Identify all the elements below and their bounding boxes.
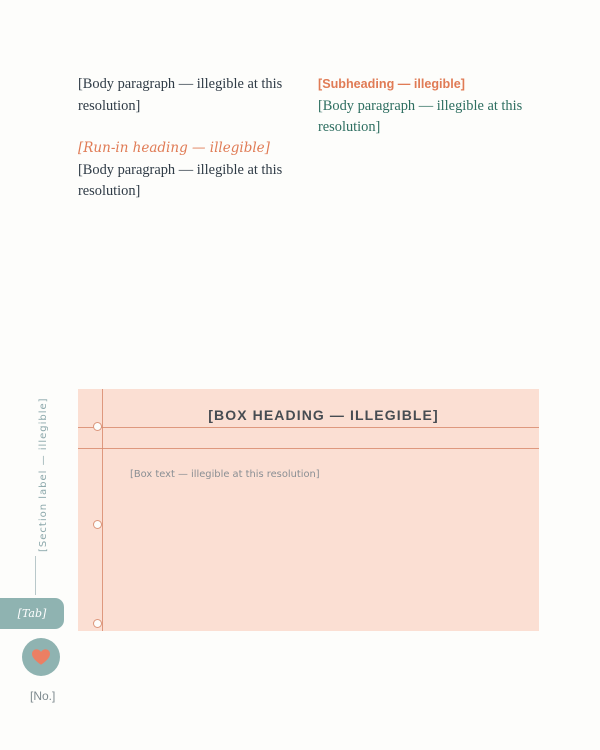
- box-title: [BOX HEADING — ILLEGIBLE]: [208, 407, 439, 423]
- notebook-margin-line: [102, 389, 103, 631]
- section-tab[interactable]: [Tab]: [0, 598, 64, 629]
- notebook-box: [78, 389, 539, 631]
- notebook-hole-icon: [93, 422, 102, 431]
- page-number: [No.]: [30, 689, 56, 703]
- left-column: [78, 74, 304, 203]
- sidebar-divider: [35, 556, 36, 595]
- notebook-hole-icon: [93, 619, 102, 628]
- left-paragraph-1: [Body paragraph — illegible at this resolution]: [78, 76, 283, 114]
- left-paragraph-2: [78, 138, 304, 203]
- notebook-rule-line: [78, 427, 539, 428]
- right-paragraph: [Body paragraph — illegible at this resolution]: [318, 97, 523, 136]
- left-paragraph-2-text: [Body paragraph — illegible at this resolution]: [78, 161, 283, 200]
- heart-badge: [22, 638, 60, 676]
- box-body: [Box text — illegible at this resolution]: [130, 469, 320, 480]
- notebook-rule-line: [78, 448, 539, 449]
- pancakes-heading: [Subheading — illegible]: [318, 77, 465, 91]
- creative-process-lead-in: [Run-in heading — illegible]: [78, 140, 270, 157]
- right-column: [318, 74, 538, 139]
- heart-icon: [31, 648, 51, 666]
- notebook-hole-icon: [93, 520, 102, 529]
- section-label: [Section label — illegible]: [38, 397, 49, 552]
